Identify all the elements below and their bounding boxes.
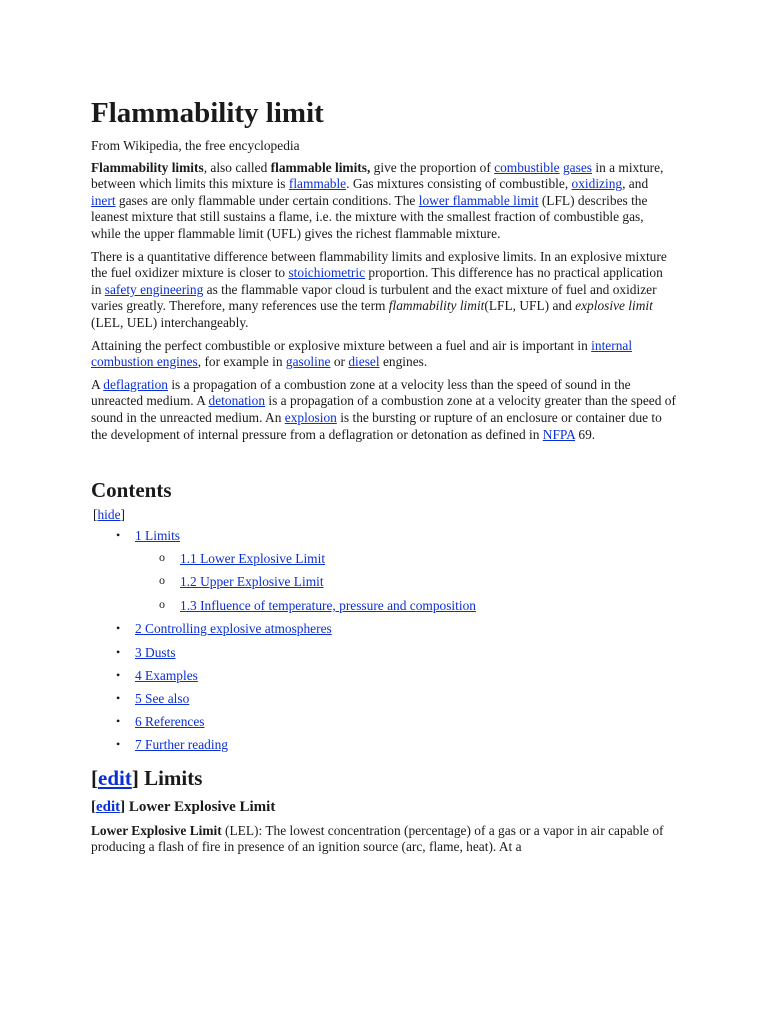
link-inert[interactable]: inert [91, 192, 116, 208]
link-gasoline[interactable]: gasoline [285, 354, 331, 370]
bold-term: flammable limits, [270, 159, 371, 175]
edit-link-lel[interactable]: edit [96, 798, 121, 815]
link-oxidizing[interactable]: oxidizing [571, 176, 623, 192]
toc-link-influence[interactable]: 1.3 Influence of temperature, pressure and composition [180, 597, 476, 613]
toc-item [91, 594, 676, 618]
link-nfpa[interactable]: NFPA [542, 426, 576, 442]
italic-term: flammability limit [388, 298, 485, 314]
bold-term: Flammability limits [91, 159, 204, 175]
toc-item [91, 570, 676, 594]
link-lower-flammable-limit[interactable]: lower flammable limit [418, 192, 539, 208]
toc-link-upper-explosive-limit[interactable]: 1.2 Upper Explosive Limit [180, 574, 324, 590]
toc-item [91, 524, 676, 547]
section-heading-limits: [edit] Limits [91, 765, 203, 790]
link-flammable[interactable]: flammable [288, 176, 347, 192]
table-of-contents [91, 524, 676, 757]
toc-link-examples[interactable]: 4 Examples [135, 667, 198, 683]
edit-link-limits[interactable]: edit [98, 765, 132, 790]
toc-link-lower-explosive-limit[interactable]: 1.1 Lower Explosive Limit [180, 550, 326, 566]
contents-toggle: [hide] [93, 507, 125, 523]
toc-item [91, 617, 676, 640]
intro-paragraph-4: A deflagration is a propagation of a combustion zone at a velocity less than the speed of sound in the unreacted medium. A detonation is a propagation of a combustion zone at a velocity greater than the speed of sound in the unreacted medium. An explosion is the bursting or rupture of an enclosure or container due to the development of internal pressure from a deflagration or detonation as defined in NFPA 69. [91, 376, 676, 442]
intro-paragraph-1: Flammability limits, also called flammable limits, give the proportion of combustible gases in a mixture, between which limits this mixture is flammable. Gas mixtures consisting of combustible, oxidizing, and inert gases are only flammable under certain conditions. The lower flammable limit (LFL) describes the leanest mixture that still sustains a flame, i.e. the mixture with the smallest fraction of combustible gas, while the upper flammable limit (UFL) gives the richest flammable mixture. [91, 159, 664, 241]
lel-paragraph: Lower Explosive Limit (LEL): The lowest concentration (percentage) of a gas or a vapor in air capable of producing a flash of fire in presence of an ignition source (arc, flame, heat). At a [91, 822, 664, 855]
link-detonation[interactable]: detonation [208, 393, 266, 409]
toc-link-further-reading[interactable]: 7 Further reading [135, 737, 228, 753]
page-title: Flammability limit [91, 97, 324, 129]
toc-link-limits[interactable]: 1 Limits [135, 527, 181, 543]
toc-item [91, 664, 676, 687]
link-combustible[interactable]: combustible [494, 159, 560, 175]
intro-paragraph-3: Attaining the perfect combustible or explosive mixture between a fuel and air is important in internal combustion engines, for example in gasoline or diesel engines. [91, 337, 633, 370]
article-content [91, 96, 676, 862]
link-deflagration[interactable]: deflagration [103, 376, 168, 392]
toc-item [91, 733, 676, 756]
intro-paragraph-2: There is a quantitative difference between flammability limits and explosive limits. In an explosive mixture the fuel oxidizer mixture is closer to stoichiometric proportion. This difference has no practical application in safety engineering as the flammable vapor cloud is turbulent and the exact mixture of fuel and oxidizer varies greatly. Therefore, many references use the term flammability limit(LFL, UFL) and explosive limit (LEL, UEL) interchangeably. [91, 248, 667, 330]
link-internal-combustion-engines[interactable]: internal combustion engines [91, 337, 633, 370]
toc-item [91, 687, 676, 710]
toc-link-controlling[interactable]: 2 Controlling explosive atmospheres [135, 621, 332, 637]
toc-link-dusts[interactable]: 3 Dusts [135, 644, 176, 660]
page-subtitle: From Wikipedia, the free encyclopedia [91, 138, 300, 153]
hide-toc-link[interactable]: hide [97, 507, 121, 523]
contents-heading: Contents [91, 478, 172, 503]
link-safety-engineering[interactable]: safety engineering [104, 281, 204, 297]
link-diesel[interactable]: diesel [348, 354, 380, 370]
toc-item [91, 547, 676, 571]
bold-term: Lower Explosive Limit [91, 822, 222, 838]
link-stoichiometric[interactable]: stoichiometric [288, 265, 366, 281]
toc-item [91, 641, 676, 664]
italic-term: explosive limit [575, 298, 653, 314]
toc-link-references[interactable]: 6 References [135, 714, 205, 730]
toc-link-see-also[interactable]: 5 See also [135, 691, 190, 706]
section-heading-lel: [edit] Lower Explosive Limit [91, 798, 276, 815]
toc-item [91, 710, 676, 733]
link-explosion[interactable]: explosion [284, 409, 337, 425]
link-gases[interactable]: gases [562, 159, 592, 175]
